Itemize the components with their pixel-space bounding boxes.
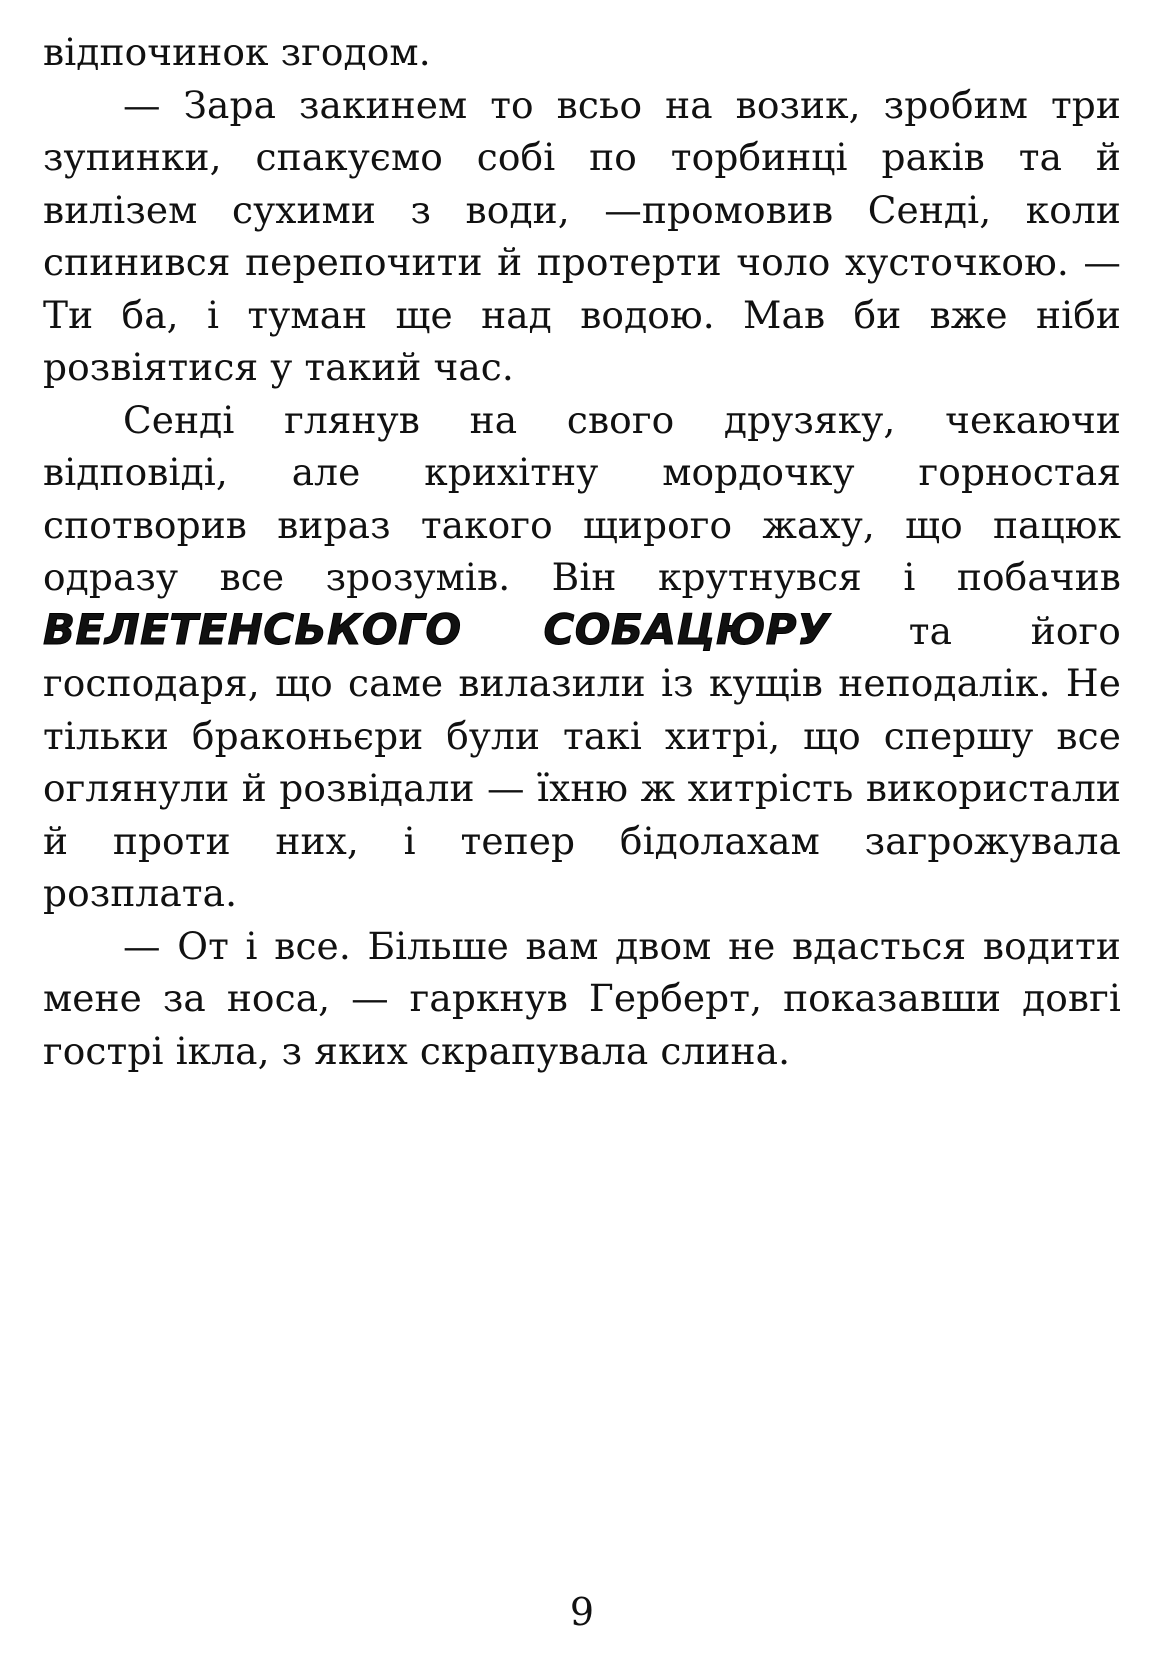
paragraph-3 — [43, 394, 1121, 920]
page-number: 9 — [569, 1590, 595, 1634]
paragraph-1: відпочинок згодом. — [43, 30, 431, 74]
paragraph-3-before: Сенді глянув на свого друзяку, чекаючи відповіді, але крихітну мордочку горностая спотворив вираз такого щирого жаху, що пацюк одразу все зрозумів. Він крутнувся і побачив — [43, 397, 1121, 599]
emphasized-phrase: ВЕЛЕТЕНСЬКОГО СОБАЦЮРУ — [43, 604, 830, 654]
paragraph-3-after: та його господаря, що саме вилазили із кущів неподалік. Не тільки браконьєри були такі хитрі, що спершу все оглянули й розвідали — їхню ж хитрість використали й проти них, і тепер бідолахам загрожувала розплата. — [43, 608, 1121, 915]
paragraph-4: — От і все. Більше вам двом не вдасться водити мене за носа, — гаркнув Герберт, показавши довгі гострі ікла, з яких скрапувала слина. — [43, 923, 1121, 1073]
paragraph-2: — Зара закинем то всьо на возик, зробим три зупинки, спакуємо собі по торбинці раків та й вилізем сухими з води, —промовив Сенді, коли спинився перепочити й протерти чоло хусточкою. — Ти ба, і туман ще над водою. Мав би вже ніби розвіятися у такий час. — [43, 82, 1121, 389]
page-body — [43, 26, 1121, 1077]
